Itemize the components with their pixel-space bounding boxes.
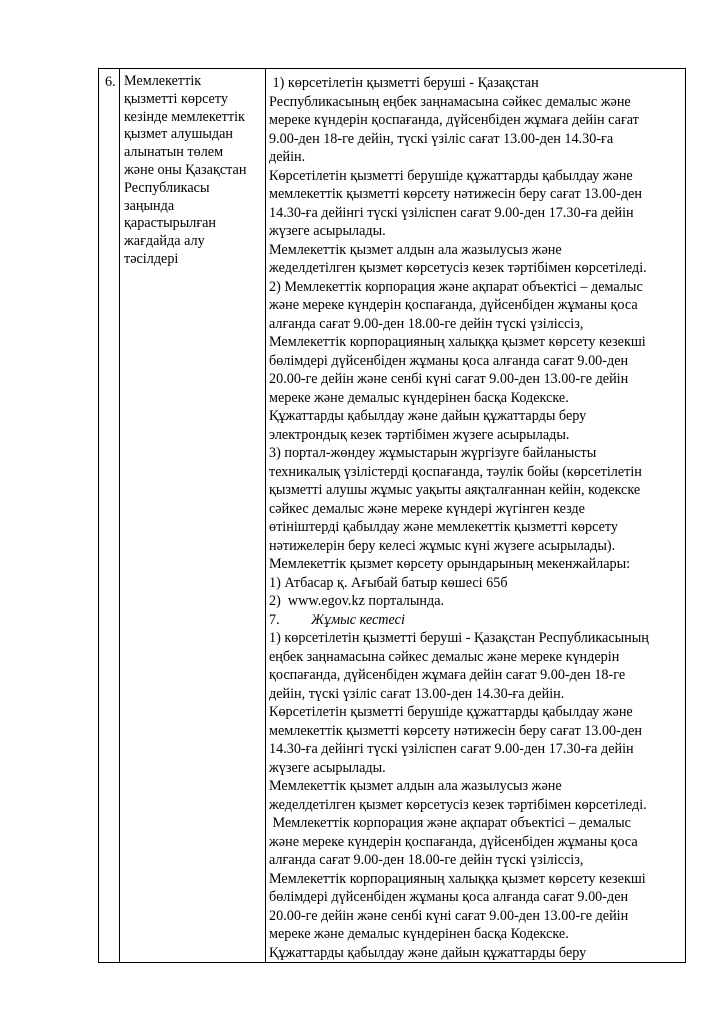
content-line: Көрсетілетін қызметті берушіде құжаттарды қабылдау және [269, 704, 633, 720]
content-line: мереке және демалыс күндерінен басқа Кодекске. [269, 926, 569, 942]
content-line: Мемлекеттік қызмет алдын ала жазылусыз және [269, 241, 562, 258]
schedule-title: Жұмыс кестесі [311, 611, 405, 628]
content-line: техникалық үзілістерді қоспағанда, тәулік бойы (көрсетілетін [269, 463, 642, 480]
content-line: алғанда сағат 9.00-ден 18.00-ге дейін түскі үзіліссіз, [269, 315, 584, 332]
content-line: мереке күндерін қоспағанда, дүйсенбіден жұмаға дейін сағат [269, 112, 639, 128]
label-line: заңында [124, 197, 175, 214]
content-line: 1) көрсетілетін қызметті беруші - Қазақстан Республикасының [269, 630, 649, 646]
content-line: Республикасының еңбек заңнамасына сәйкес демалыс және [269, 93, 631, 110]
content-line: дейін. [269, 149, 306, 165]
content-line: 20.00-ге дейін және сенбі күні сағат 9.00-ден 13.00-ге дейін [269, 371, 629, 387]
schedule-heading [269, 611, 684, 630]
content-line: жүзеге асырылады. [269, 759, 386, 776]
service-standard-table [98, 68, 686, 963]
content-line: Мемлекеттік қызмет көрсету орындарының мекенжайлары: [269, 556, 631, 572]
content-line: қызметті алушы жұмыс уақыты аяқталғаннан кейін, кодекске [269, 482, 641, 498]
content-line: Көрсетілетін қызметті берушіде құжаттарды қабылдау және [269, 167, 633, 184]
content-line: Құжаттарды қабылдау және дайын құжаттарды беру [269, 944, 587, 961]
content-line: мемлекеттік қызметті көрсету нәтижесін беру сағат 13.00-ден [269, 186, 642, 202]
label-line: Мемлекеттік [124, 73, 202, 89]
content-line: жеделдетілген қызмет көрсетусіз кезек тәртібімен көрсетіледі. [269, 796, 647, 813]
content-line: мереке және демалыс күндерінен басқа Кодекске. [269, 389, 569, 406]
label-line: Республикасы [124, 179, 210, 196]
label-line: және оны Қазақстан [124, 161, 247, 178]
row-number-cell [99, 69, 120, 963]
content-line: қоспағанда, дүйсенбіден жұмаға дейін сағат 9.00-ден 18-ге [269, 667, 626, 683]
content-line: алғанда сағат 9.00-ден 18.00-ге дейін түскі үзіліссіз, [269, 852, 584, 868]
content-line: бөлімдері дүйсенбіден жұманы қоса алғанда сағат 9.00-ден [269, 889, 629, 905]
schedule-number: 7. [269, 611, 280, 628]
content-line: 2) Мемлекеттік корпорация және ақпарат объектісі – демалыс [269, 278, 643, 295]
content-line: еңбек заңнамасына сәйкес демалыс және мереке күндерін [269, 648, 620, 665]
row-label-cell [120, 69, 266, 963]
content-line: 20.00-ге дейін және сенбі күні сағат 9.00-ден 13.00-ге дейін [269, 907, 629, 924]
row-content-cell [266, 69, 686, 963]
content-line: 2) www.egov.kz порталында. [269, 593, 445, 609]
label-line: кезінде мемлекеттік [124, 108, 245, 125]
content-line: сәйкес демалыс және мереке күндері жүгінген кезде [269, 500, 585, 517]
content-line: өтініштерді қабылдау және мемлекеттік қызметті көрсету [269, 519, 618, 535]
content-line: мемлекеттік қызметті көрсету нәтижесін беру сағат 13.00-ден [269, 722, 642, 739]
content-line: 1) көрсетілетін қызметті беруші - Қазақстан [269, 75, 539, 91]
content-line: жүзеге асырылады. [269, 223, 386, 239]
content-line: жеделдетілген қызмет көрсетусіз кезек тәртібімен көрсетіледі. [269, 260, 647, 276]
label-line: жағдайда алу [124, 233, 205, 250]
content-line: 3) портал-жөндеу жұмыстарын жүргізуге байланысты [269, 445, 597, 461]
row-label [120, 69, 265, 269]
content-line: нәтижелерін беру келесі жұмыс күні жүзеге асырылады). [269, 537, 616, 554]
content-line: электрондық кезек тәртібімен жүзеге асырылады. [269, 426, 570, 443]
label-line: қызметті көрсету [124, 90, 228, 107]
content-line: 9.00-ден 18-ге дейін, түскі үзіліс сағат 13.00-ден 14.30-ға [269, 130, 614, 147]
content-line: 14.30-ға дейінгі түскі үзіліспен сағат 9.00-ден 17.30-ға дейін [269, 741, 634, 757]
content-line: 14.30-ға дейінгі түскі үзіліспен сағат 9.00-ден 17.30-ға дейін [269, 204, 634, 221]
label-line: алынатын төлем [124, 144, 224, 161]
content-line: және мереке күндерін қоспағанда, дүйсенбіден жұманы қоса [269, 297, 638, 313]
content-line: бөлімдері дүйсенбіден жұманы қоса алғанда сағат 9.00-ден [269, 352, 629, 369]
content-line: Мемлекеттік корпорация және ақпарат объектісі – демалыс [269, 815, 631, 831]
content-line: 1) Атбасар қ. Ағыбай батыр көшесі 65б [269, 574, 508, 591]
table-row [99, 69, 686, 963]
content-line: Мемлекеттік корпорацияның халыққа қызмет көрсету кезекші [269, 334, 646, 350]
row-number: 6. [105, 74, 116, 90]
content-line: Мемлекеттік корпорацияның халыққа қызмет көрсету кезекші [269, 870, 646, 887]
content-line: дейін, түскі үзіліс сағат 13.00-ден 14.30-ға дейін. [269, 685, 565, 702]
label-line: тәсілдері [124, 250, 179, 267]
content-line: Мемлекеттік қызмет алдын ала жазылусыз және [269, 778, 562, 794]
content-line: Құжаттарды қабылдау және дайын құжаттарды беру [269, 408, 587, 424]
label-line: қызмет алушыдан [124, 126, 234, 143]
label-line: қарастырылған [124, 215, 217, 232]
row-content [266, 69, 685, 962]
content-line: және мереке күндерін қоспағанда, дүйсенбіден жұманы қоса [269, 833, 638, 850]
